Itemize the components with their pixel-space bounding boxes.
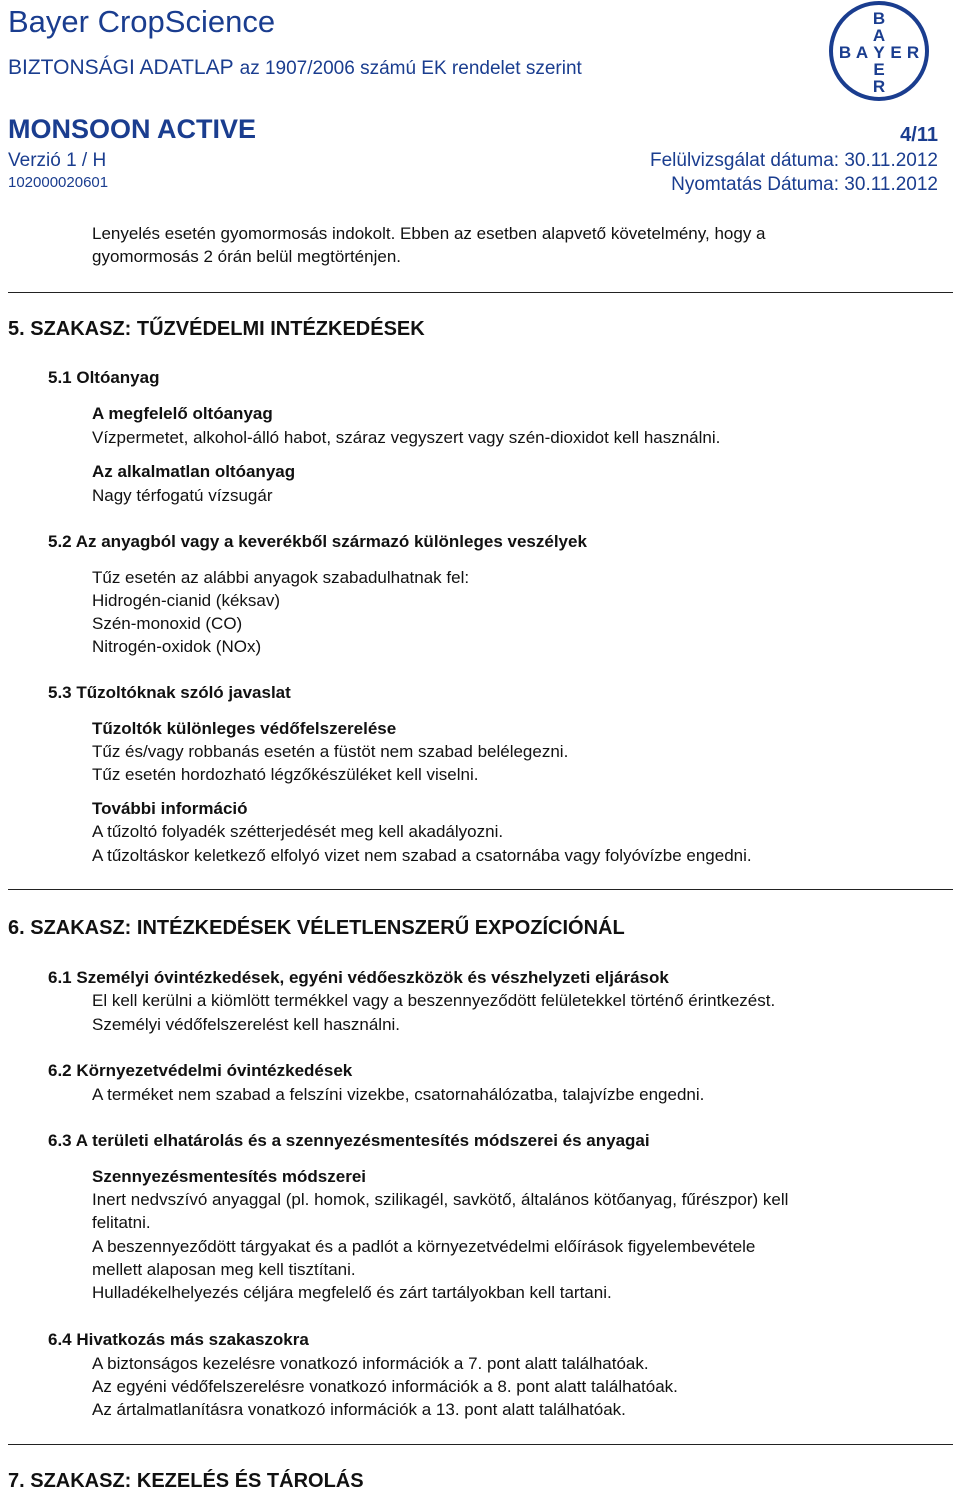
print-date: Nyomtatás Dátuma: 30.11.2012	[671, 174, 938, 195]
document-title	[8, 56, 582, 80]
section-6-3-heading: Szennyezésmentesítés módszerei	[92, 1167, 367, 1186]
document-subtitle: az 1907/2006 számú EK rendelet szerint	[239, 58, 582, 79]
section-5-2-line: Szén-monoxid (CO)	[92, 614, 243, 633]
section-6-4-line: Az ártalmatlanításra vonatkozó információk a 13. pont alatt találhatóak.	[92, 1400, 626, 1419]
section-6-3-title: 6.3 A területi elhatárolás és a szennyezésmentesítés módszerei és anyagai	[48, 1131, 650, 1150]
logo-letter-a-left: A	[855, 43, 869, 62]
page-number: 4/11	[900, 124, 938, 146]
section-5-3-line: A tűzoltáskor keletkező elfolyó vizet nem szabad a csatornába vagy folyóvízbe engedni.	[92, 846, 752, 865]
section-5-2-line: Hidrogén-cianid (kéksav)	[92, 591, 281, 610]
section-5-3-heading-info: További információ	[92, 799, 248, 818]
document-code: 102000020601	[8, 174, 109, 191]
section-5-1-heading-suitable: A megfelelő oltóanyag	[92, 404, 273, 423]
section-6-title: 6. SZAKASZ: INTÉZKEDÉSEK VÉLETLENSZERŰ EXPOZÍCIÓNÁL	[8, 917, 625, 939]
version-label: Verzió 1 / H	[8, 150, 107, 171]
intro-line-2: gyomormosás 2 órán belül megtörténjen.	[92, 247, 401, 266]
section-5-title: 5. SZAKASZ: TŰZVÉDELMI INTÉZKEDÉSEK	[8, 318, 425, 340]
logo-letter-b-left: B	[838, 43, 852, 62]
section-5-1-title: 5.1 Oltóanyag	[48, 368, 160, 387]
section-6-3-line: A beszennyeződött tárgyakat és a padlót a környezetvédelmi előírások figyelembevétele	[92, 1237, 756, 1256]
section-6-2-line: A terméket nem szabad a felszíni vizekbe, csatornahálózatba, talajvízbe engedni.	[92, 1085, 705, 1104]
revision-date: Felülvizsgálat dátuma: 30.11.2012	[650, 150, 938, 171]
section-5-2-title: 5.2 Az anyagból vagy a keverékből származó különleges veszélyek	[48, 532, 587, 551]
company-name: Bayer CropScience	[8, 4, 276, 39]
section-6-4-line: A biztonságos kezelésre vonatkozó információk a 7. pont alatt találhatóak.	[92, 1354, 649, 1373]
section-divider	[8, 292, 953, 293]
section-6-3-line: Hulladékelhelyezés céljára megfelelő és zárt tartályokban kell tartani.	[92, 1283, 612, 1302]
section-5-3-line: Tűz és/vagy robbanás esetén a füstöt nem szabad belélegezni.	[92, 742, 569, 761]
section-6-1-line: El kell kerülni a kiömlött termékkel vagy a beszennyeződött felületekkel történő érintkezést.	[92, 991, 776, 1010]
logo-letter-y: Y	[873, 43, 885, 62]
section-divider	[8, 1444, 953, 1445]
section-5-1-text-suitable: Vízpermetet, alkohol-álló habot, száraz vegyszert vagy szén-dioxidot kell használni.	[92, 428, 721, 447]
product-name: MONSOON ACTIVE	[8, 114, 257, 144]
bayer-cross-logo	[828, 0, 930, 102]
section-5-2-line: Nitrogén-oxidok (NOx)	[92, 637, 262, 656]
section-6-4-line: Az egyéni védőfelszerelésre vonatkozó információk a 8. pont alatt találhatóak.	[92, 1377, 678, 1396]
logo-letter-b-top: B	[872, 9, 886, 28]
section-6-1-title: 6.1 Személyi óvintézkedések, egyéni védőeszközök és vészhelyzeti eljárások	[48, 968, 669, 987]
document-title-main: BIZTONSÁGI ADATLAP	[8, 56, 234, 79]
section-6-4-title: 6.4 Hivatkozás más szakaszokra	[48, 1330, 309, 1349]
section-5-3-line: Tűz esetén hordozható légzőkészüléket kell viselni.	[92, 765, 479, 784]
section-7-title: 7. SZAKASZ: KEZELÉS ÉS TÁROLÁS	[8, 1470, 364, 1492]
section-6-3-line: Inert nedvszívó anyaggal (pl. homok, szilikagél, savkötő, általános kötőanyag, fűrészpor) kell	[92, 1190, 789, 1209]
section-5-2-line: Tűz esetén az alábbi anyagok szabadulhatnak fel:	[92, 568, 470, 587]
intro-line-1: Lenyelés esetén gyomormosás indokolt. Ebben az esetben alapvető követelmény, hogy a	[92, 224, 766, 243]
section-divider	[8, 889, 953, 890]
logo-letter-a-top: A	[872, 26, 886, 45]
section-5-1-heading-unsuitable: Az alkalmatlan oltóanyag	[92, 462, 296, 481]
logo-letter-e-bottom: E	[873, 60, 885, 79]
section-5-3-title: 5.3 Tűzoltóknak szóló javaslat	[48, 683, 291, 702]
section-6-3-line: felitatni.	[92, 1213, 151, 1232]
logo-letter-r-right: R	[906, 43, 920, 62]
section-6-2-title: 6.2 Környezetvédelmi óvintézkedések	[48, 1061, 353, 1080]
section-5-3-line: A tűzoltó folyadék szétterjedését meg kell akadályozni.	[92, 822, 504, 841]
section-5-1-text-unsuitable: Nagy térfogatú vízsugár	[92, 486, 273, 505]
logo-letter-e-right: E	[890, 43, 902, 62]
section-5-3-heading-equipment: Tűzoltók különleges védőfelszerelése	[92, 719, 397, 738]
logo-letter-r-bottom: R	[872, 77, 886, 96]
section-6-1-line: Személyi védőfelszerelést kell használni.	[92, 1015, 401, 1034]
section-6-3-line: mellett alaposan meg kell tisztítani.	[92, 1260, 356, 1279]
